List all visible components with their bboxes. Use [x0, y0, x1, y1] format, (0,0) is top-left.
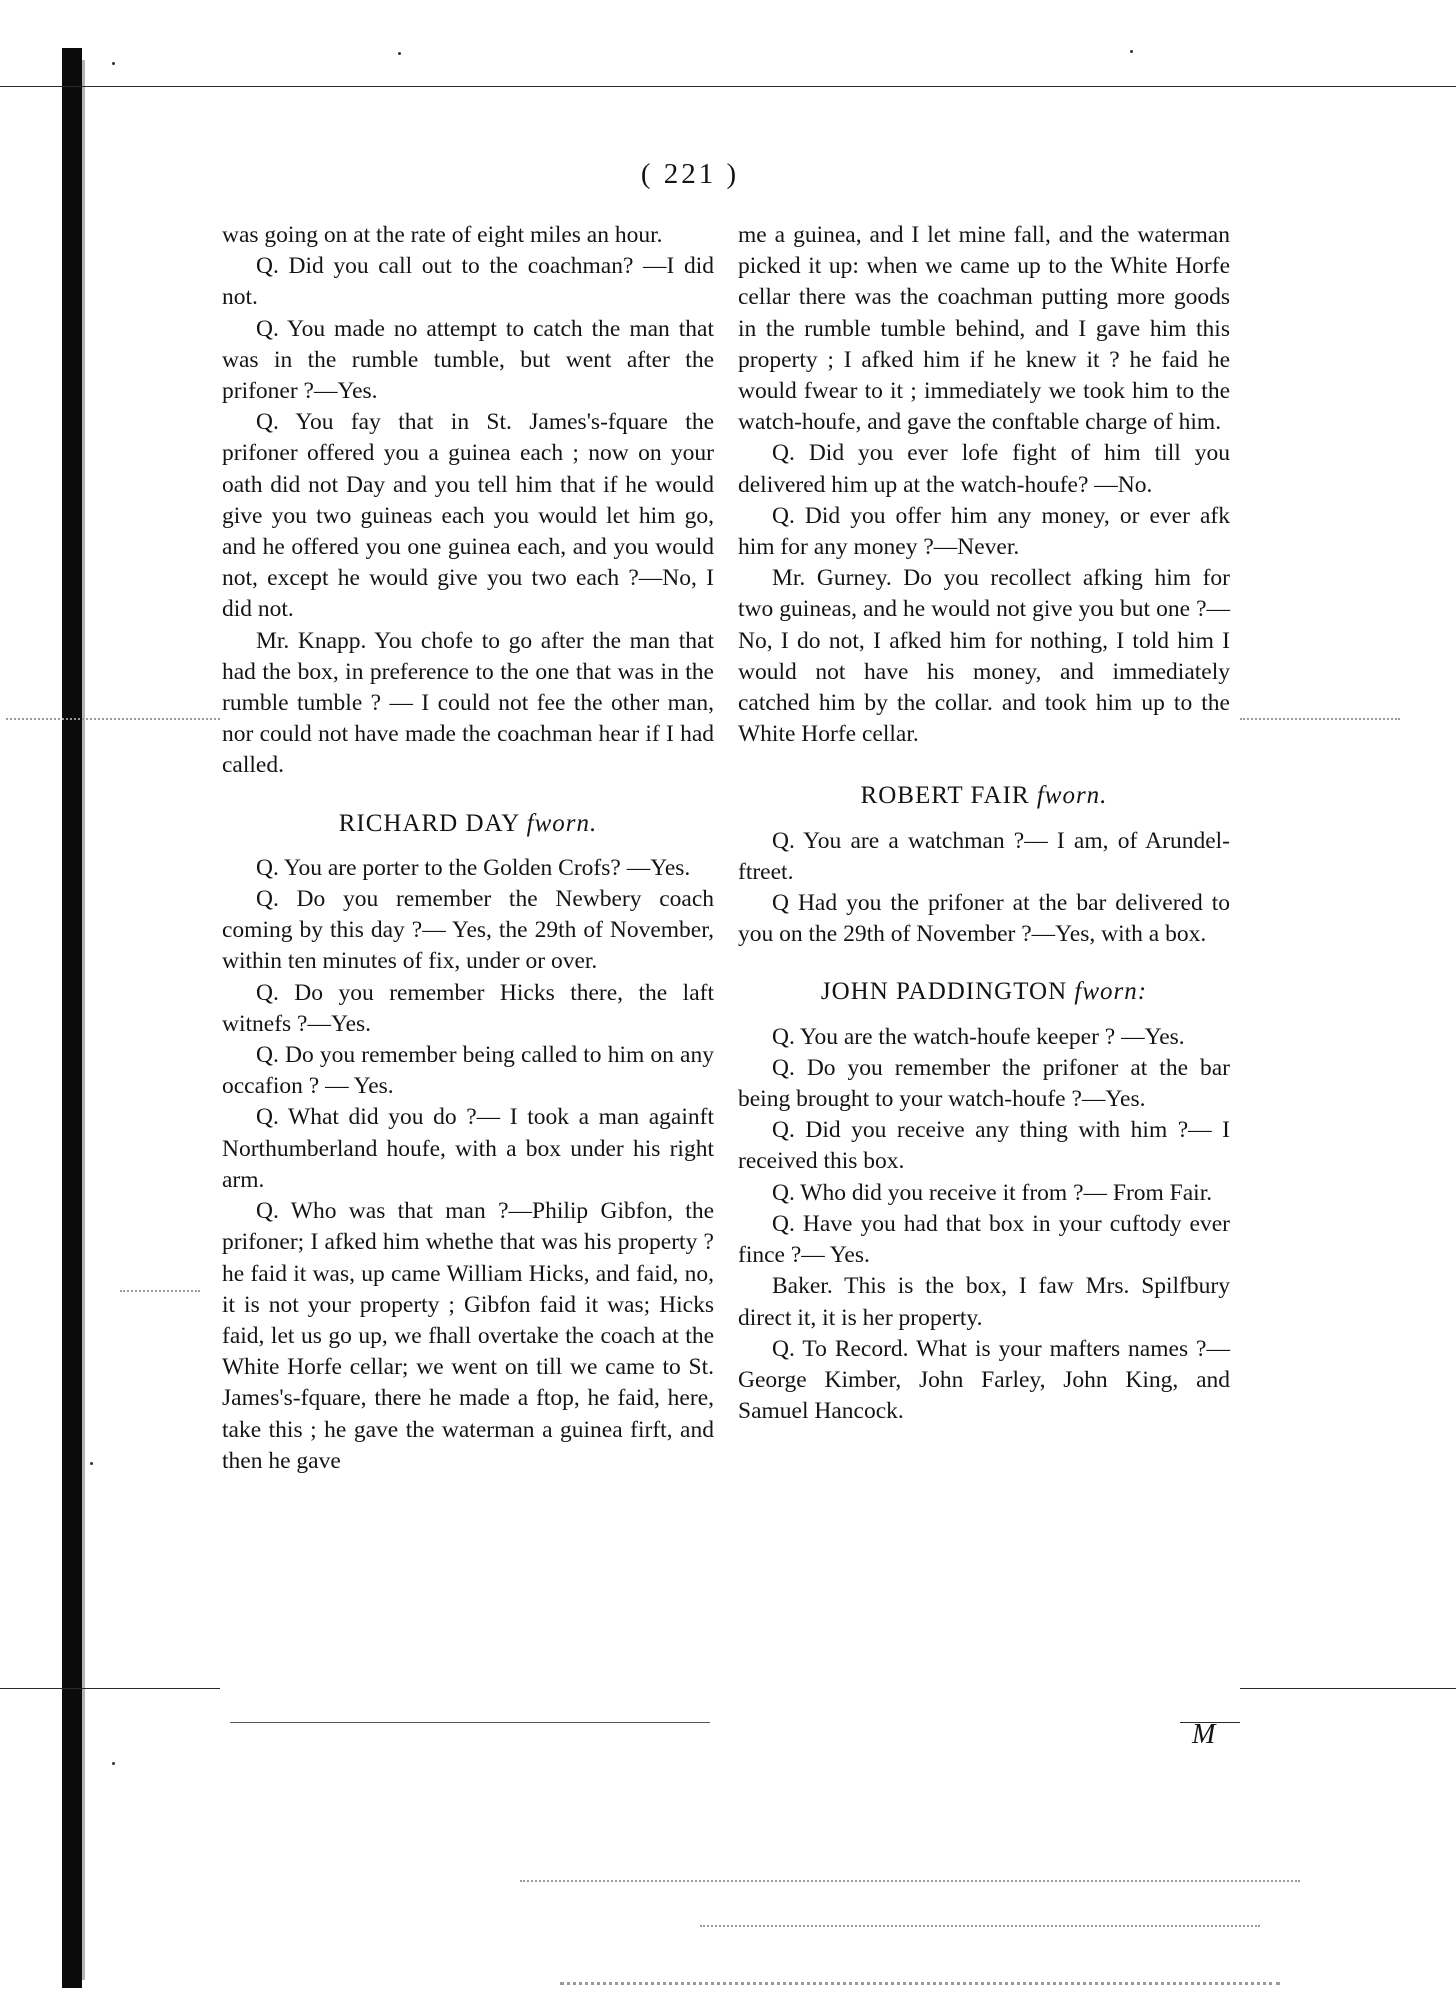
paragraph: Q Had you the prifoner at the bar delivered to you on the 29th of November ?—Yes, with a box.	[738, 890, 1230, 948]
paragraph: Q. Who was that man ?—Philip Gibfon, the prifoner; I afked him whethe that was his property ? he faid it was, up came William Hicks, and faid, no, it is not your property ; Gibfon faid it was; Hicks faid, let us go up, we fhall overtake the coach at the White Horfe cellar; we went on till we came to St. James's-fquare, there he made a ftop, he faid, here, take this ; he gave the waterman a guinea firft, and then he gave	[222, 1198, 714, 1474]
paragraph: Q. Who did you receive it from ?— From Fair.	[772, 1179, 1213, 1206]
paragraph: me a guinea, and I let mine fall, and the waterman picked it up: when we came up to the White Horfe cellar there was the coachman putting more goods in the rumble tumble behind, and I gave him this property ; I afked him if he knew it ? he faid he would fwear to it ; immediately we took him to the watch-houfe, and gave the conftable charge of him.	[738, 222, 1230, 436]
paragraph: Q. Have you had that box in your cuftody ever fince ?— Yes.	[738, 1210, 1230, 1269]
paragraph: Baker. This is the box, I faw Mrs. Spilfbury direct it, it is her property.	[738, 1273, 1230, 1331]
witness-name: RICHARD DAY	[338, 809, 520, 837]
paragraph: Q. You are the watch-houfe keeper ? —Yes.	[772, 1023, 1185, 1050]
sworn-label: fworn:	[1074, 978, 1148, 1006]
paragraph: Q. Do you remember being called to him on any occafion ? — Yes.	[222, 1042, 714, 1100]
margin-dots-left-2	[120, 1290, 200, 1292]
binding-edge	[82, 60, 85, 1980]
scan-speck	[398, 52, 401, 55]
bottom-scan-rule-left	[0, 1688, 220, 1689]
paragraph: was going on at the rate of eight miles an hour.	[222, 222, 663, 248]
page-number: ( 221 )	[640, 158, 740, 190]
scan-speck	[112, 62, 115, 65]
paragraph: Q. Do you remember Hicks there, the laft witnefs ?—Yes.	[222, 979, 714, 1037]
sworn-label: fworn.	[526, 809, 598, 837]
witness-heading	[738, 780, 1230, 811]
margin-dots-right	[1240, 718, 1400, 720]
paragraph: Q. You made no attempt to catch the man that was in the rumble tumble, but went after the prifoner ?—Yes.	[222, 315, 714, 405]
paragraph: Q. You are a watchman ?— I am, of Arundel-ftreet.	[738, 827, 1230, 885]
footer-rule	[230, 1722, 710, 1723]
witness-heading	[738, 976, 1230, 1007]
paragraph: Mr. Knapp. You chofe to go after the man that had the box, in preference to the one that was in the rumble tumble ? — I could not fee the other man, nor could not have made the coachman hear if I had called.	[222, 627, 714, 779]
top-scan-rule	[0, 86, 1456, 87]
paragraph: Q. Did you offer him any money, or ever afk him for any money ?—Never.	[738, 502, 1230, 561]
paragraph: Q. Did you receive any thing with him ?— I received this box.	[738, 1117, 1230, 1175]
catchword: M	[1192, 1719, 1216, 1750]
witness-name: ROBERT FAIR	[860, 782, 1030, 810]
paragraph: Q. What did you do ?— I took a man againft Northumberland houfe, with a box under his right arm.	[222, 1104, 714, 1193]
bottom-scan-rule-right	[1240, 1688, 1456, 1689]
witness-heading	[222, 808, 714, 839]
bottom-noise-2	[700, 1925, 1260, 1927]
paragraph: Q. Do you remember the Newbery coach coming by this day ?— Yes, the 29th of November, within ten minutes of fix, under or over.	[222, 886, 714, 975]
sworn-label: fworn.	[1036, 782, 1108, 810]
scan-speck	[112, 1762, 115, 1765]
paragraph: Q. Did you ever lofe fight of him till you delivered him up at the watch-houfe? —No.	[738, 440, 1230, 498]
paragraph: Q. To Record. What is your mafters names ?— George Kimber, John Farley, John King, and Samuel Hancock.	[738, 1335, 1230, 1425]
right-column	[738, 220, 1230, 1427]
bottom-noise-3	[560, 1982, 1280, 1985]
paragraph: Q. You are porter to the Golden Crofs? —Yes.	[256, 854, 691, 881]
paragraph: Q. Do you remember the prifoner at the bar being brought to your watch-houfe ?—Yes.	[738, 1054, 1230, 1113]
left-column	[222, 220, 714, 1477]
paragraph: Q. Did you call out to the coachman? —I did not.	[222, 253, 714, 311]
scan-speck	[90, 1462, 93, 1465]
witness-name: JOHN PADDINGTON	[820, 978, 1068, 1006]
paragraph: Mr. Gurney. Do you recollect afking him for two guineas, and he would not give you but one ?—No, I do not, I afked him for nothing, I told him I would not have his money, and immediately catched him by the collar. and took him up to the White Horfe cellar.	[738, 565, 1230, 748]
bottom-noise-1	[520, 1880, 1300, 1882]
paragraph: Q. You fay that in St. James's-fquare the prifoner offered you a guinea each ; now on your oath did not Day and you tell him that if he would give you two guineas each you would let him go, and he offered you one guinea each, and you would not, except he would give you two each ?—No, I did not.	[222, 409, 714, 623]
margin-dots-left	[6, 718, 220, 720]
binding-shadow	[62, 48, 82, 1988]
scan-speck	[1130, 50, 1133, 53]
